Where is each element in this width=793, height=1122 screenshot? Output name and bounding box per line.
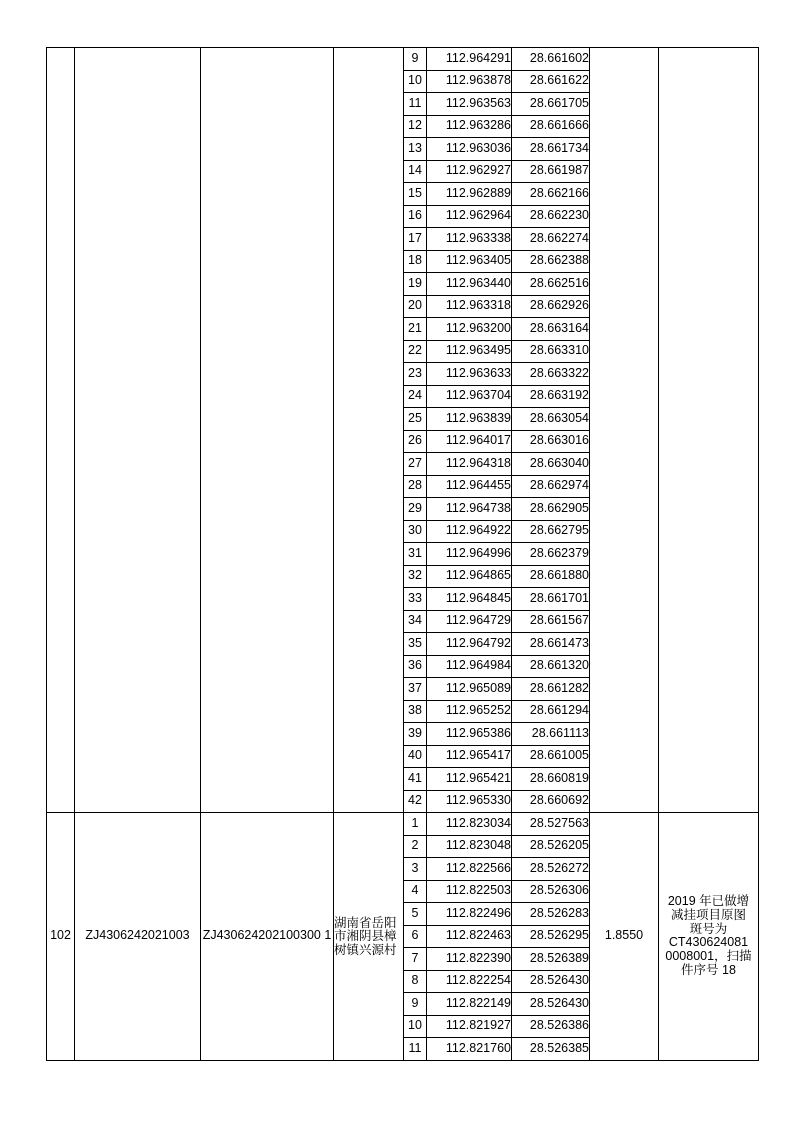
- latitude-value: 28.526389: [512, 948, 590, 971]
- note-text: [659, 813, 759, 1061]
- longitude-value: 112.962927: [427, 160, 512, 183]
- longitude-value: 112.965386: [427, 723, 512, 746]
- point-index: 15: [404, 183, 427, 206]
- longitude-value: 112.822496: [427, 903, 512, 926]
- parcel-code: ZJ430624202100300 1: [201, 813, 334, 1061]
- point-index: 11: [404, 93, 427, 116]
- latitude-value: 28.662516: [512, 273, 590, 296]
- longitude-value: 112.963839: [427, 408, 512, 431]
- longitude-value: 112.963338: [427, 228, 512, 251]
- location-text: 湖南省岳阳市湘阴县樟树镇兴源村: [334, 813, 404, 1061]
- point-index: 35: [404, 633, 427, 656]
- longitude-value: 112.823034: [427, 813, 512, 836]
- longitude-value: 112.964984: [427, 655, 512, 678]
- point-index: 7: [404, 948, 427, 971]
- latitude-value: 28.661282: [512, 678, 590, 701]
- latitude-value: 28.663192: [512, 385, 590, 408]
- point-index: 16: [404, 205, 427, 228]
- latitude-value: 28.526385: [512, 1038, 590, 1061]
- longitude-value: 112.965252: [427, 700, 512, 723]
- latitude-value: 28.526430: [512, 970, 590, 993]
- point-index: 18: [404, 250, 427, 273]
- point-index: 6: [404, 925, 427, 948]
- longitude-value: 112.963704: [427, 385, 512, 408]
- longitude-value: 112.965330: [427, 790, 512, 813]
- point-index: 20: [404, 295, 427, 318]
- latitude-value: 28.526306: [512, 880, 590, 903]
- latitude-value: 28.661602: [512, 48, 590, 71]
- longitude-value: 112.964318: [427, 453, 512, 476]
- point-index: 37: [404, 678, 427, 701]
- longitude-value: 112.963286: [427, 115, 512, 138]
- project-code-cell: [75, 48, 201, 813]
- note-line: 0008001，扫描: [665, 949, 752, 963]
- latitude-value: 28.526386: [512, 1015, 590, 1038]
- note-cell: [659, 48, 759, 813]
- point-index: 41: [404, 768, 427, 791]
- point-index: 39: [404, 723, 427, 746]
- longitude-value: 112.822566: [427, 858, 512, 881]
- point-index: 11: [404, 1038, 427, 1061]
- parcel-code-cell: [201, 48, 334, 813]
- longitude-value: 112.964291: [427, 48, 512, 71]
- point-index: 17: [404, 228, 427, 251]
- point-index: 34: [404, 610, 427, 633]
- longitude-value: 112.964845: [427, 588, 512, 611]
- longitude-value: 112.821760: [427, 1038, 512, 1061]
- longitude-value: 112.963878: [427, 70, 512, 93]
- longitude-value: 112.964738: [427, 498, 512, 521]
- point-index: 10: [404, 70, 427, 93]
- longitude-value: 112.964996: [427, 543, 512, 566]
- latitude-value: 28.526430: [512, 993, 590, 1016]
- latitude-value: 28.527563: [512, 813, 590, 836]
- longitude-value: 112.964922: [427, 520, 512, 543]
- latitude-value: 28.661294: [512, 700, 590, 723]
- note-line: 件序号 18: [681, 962, 736, 977]
- point-index: 3: [404, 858, 427, 881]
- latitude-value: 28.660692: [512, 790, 590, 813]
- latitude-value: 28.662274: [512, 228, 590, 251]
- point-index: 21: [404, 318, 427, 341]
- latitude-value: 28.663164: [512, 318, 590, 341]
- latitude-value: 28.662974: [512, 475, 590, 498]
- longitude-value: 112.964017: [427, 430, 512, 453]
- latitude-value: 28.661005: [512, 745, 590, 768]
- longitude-value: 112.964729: [427, 610, 512, 633]
- table-row: [47, 48, 759, 71]
- latitude-value: 28.662230: [512, 205, 590, 228]
- point-index: 8: [404, 970, 427, 993]
- longitude-value: 112.963318: [427, 295, 512, 318]
- point-index: 36: [404, 655, 427, 678]
- longitude-value: 112.962964: [427, 205, 512, 228]
- point-index: 29: [404, 498, 427, 521]
- point-index: 1: [404, 813, 427, 836]
- latitude-value: 28.661666: [512, 115, 590, 138]
- longitude-value: 112.962889: [427, 183, 512, 206]
- longitude-value: 112.965421: [427, 768, 512, 791]
- note-line: 斑号为: [689, 921, 728, 936]
- longitude-value: 112.963633: [427, 363, 512, 386]
- area-value: 1.8550: [590, 813, 659, 1061]
- longitude-value: 112.963405: [427, 250, 512, 273]
- longitude-value: 112.963036: [427, 138, 512, 161]
- latitude-value: 28.662926: [512, 295, 590, 318]
- longitude-value: 112.964792: [427, 633, 512, 656]
- longitude-value: 112.965417: [427, 745, 512, 768]
- longitude-value: 112.964865: [427, 565, 512, 588]
- latitude-value: 28.662379: [512, 543, 590, 566]
- longitude-value: 112.822254: [427, 970, 512, 993]
- point-index: 40: [404, 745, 427, 768]
- point-index: 28: [404, 475, 427, 498]
- latitude-value: 28.661473: [512, 633, 590, 656]
- point-index: 23: [404, 363, 427, 386]
- point-index: 9: [404, 993, 427, 1016]
- latitude-value: 28.661567: [512, 610, 590, 633]
- point-index: 26: [404, 430, 427, 453]
- latitude-value: 28.526295: [512, 925, 590, 948]
- latitude-value: 28.662795: [512, 520, 590, 543]
- table-row: [47, 813, 759, 836]
- record-seq: 102: [47, 813, 75, 1061]
- longitude-value: 112.822463: [427, 925, 512, 948]
- point-index: 33: [404, 588, 427, 611]
- table-body: [47, 48, 759, 1061]
- latitude-value: 28.663016: [512, 430, 590, 453]
- point-index: 31: [404, 543, 427, 566]
- point-index: 14: [404, 160, 427, 183]
- point-index: 9: [404, 48, 427, 71]
- longitude-value: 112.963200: [427, 318, 512, 341]
- latitude-value: 28.663322: [512, 363, 590, 386]
- latitude-value: 28.661987: [512, 160, 590, 183]
- longitude-value: 112.822503: [427, 880, 512, 903]
- point-index: 13: [404, 138, 427, 161]
- point-index: 2: [404, 835, 427, 858]
- latitude-value: 28.660819: [512, 768, 590, 791]
- latitude-value: 28.663310: [512, 340, 590, 363]
- point-index: 42: [404, 790, 427, 813]
- longitude-value: 112.822390: [427, 948, 512, 971]
- latitude-value: 28.661734: [512, 138, 590, 161]
- point-index: 25: [404, 408, 427, 431]
- longitude-value: 112.822149: [427, 993, 512, 1016]
- latitude-value: 28.661113: [512, 723, 590, 746]
- project-code: ZJ4306242021003: [75, 813, 201, 1061]
- longitude-value: 112.964455: [427, 475, 512, 498]
- point-index: 27: [404, 453, 427, 476]
- point-index: 30: [404, 520, 427, 543]
- point-index: 38: [404, 700, 427, 723]
- seq-cell: [47, 48, 75, 813]
- longitude-value: 112.823048: [427, 835, 512, 858]
- longitude-value: 112.965089: [427, 678, 512, 701]
- latitude-value: 28.661705: [512, 93, 590, 116]
- latitude-value: 28.661622: [512, 70, 590, 93]
- point-index: 32: [404, 565, 427, 588]
- latitude-value: 28.662166: [512, 183, 590, 206]
- note-line: 减挂项目原图: [670, 907, 746, 922]
- coordinate-table: [46, 47, 759, 1061]
- area-cell: [590, 48, 659, 813]
- latitude-value: 28.526205: [512, 835, 590, 858]
- longitude-value: 112.963563: [427, 93, 512, 116]
- note-line: CT430624081: [668, 935, 749, 950]
- point-index: 12: [404, 115, 427, 138]
- latitude-value: 28.662388: [512, 250, 590, 273]
- latitude-value: 28.661880: [512, 565, 590, 588]
- latitude-value: 28.526272: [512, 858, 590, 881]
- point-index: 4: [404, 880, 427, 903]
- longitude-value: 112.821927: [427, 1015, 512, 1038]
- latitude-value: 28.661701: [512, 588, 590, 611]
- point-index: 24: [404, 385, 427, 408]
- latitude-value: 28.663040: [512, 453, 590, 476]
- longitude-value: 112.963495: [427, 340, 512, 363]
- point-index: 10: [404, 1015, 427, 1038]
- point-index: 19: [404, 273, 427, 296]
- latitude-value: 28.661320: [512, 655, 590, 678]
- latitude-value: 28.663054: [512, 408, 590, 431]
- note-line: 2019 年已做增: [667, 894, 750, 908]
- point-index: 22: [404, 340, 427, 363]
- longitude-value: 112.963440: [427, 273, 512, 296]
- latitude-value: 28.526283: [512, 903, 590, 926]
- point-index: 5: [404, 903, 427, 926]
- location-cell: [334, 48, 404, 813]
- latitude-value: 28.662905: [512, 498, 590, 521]
